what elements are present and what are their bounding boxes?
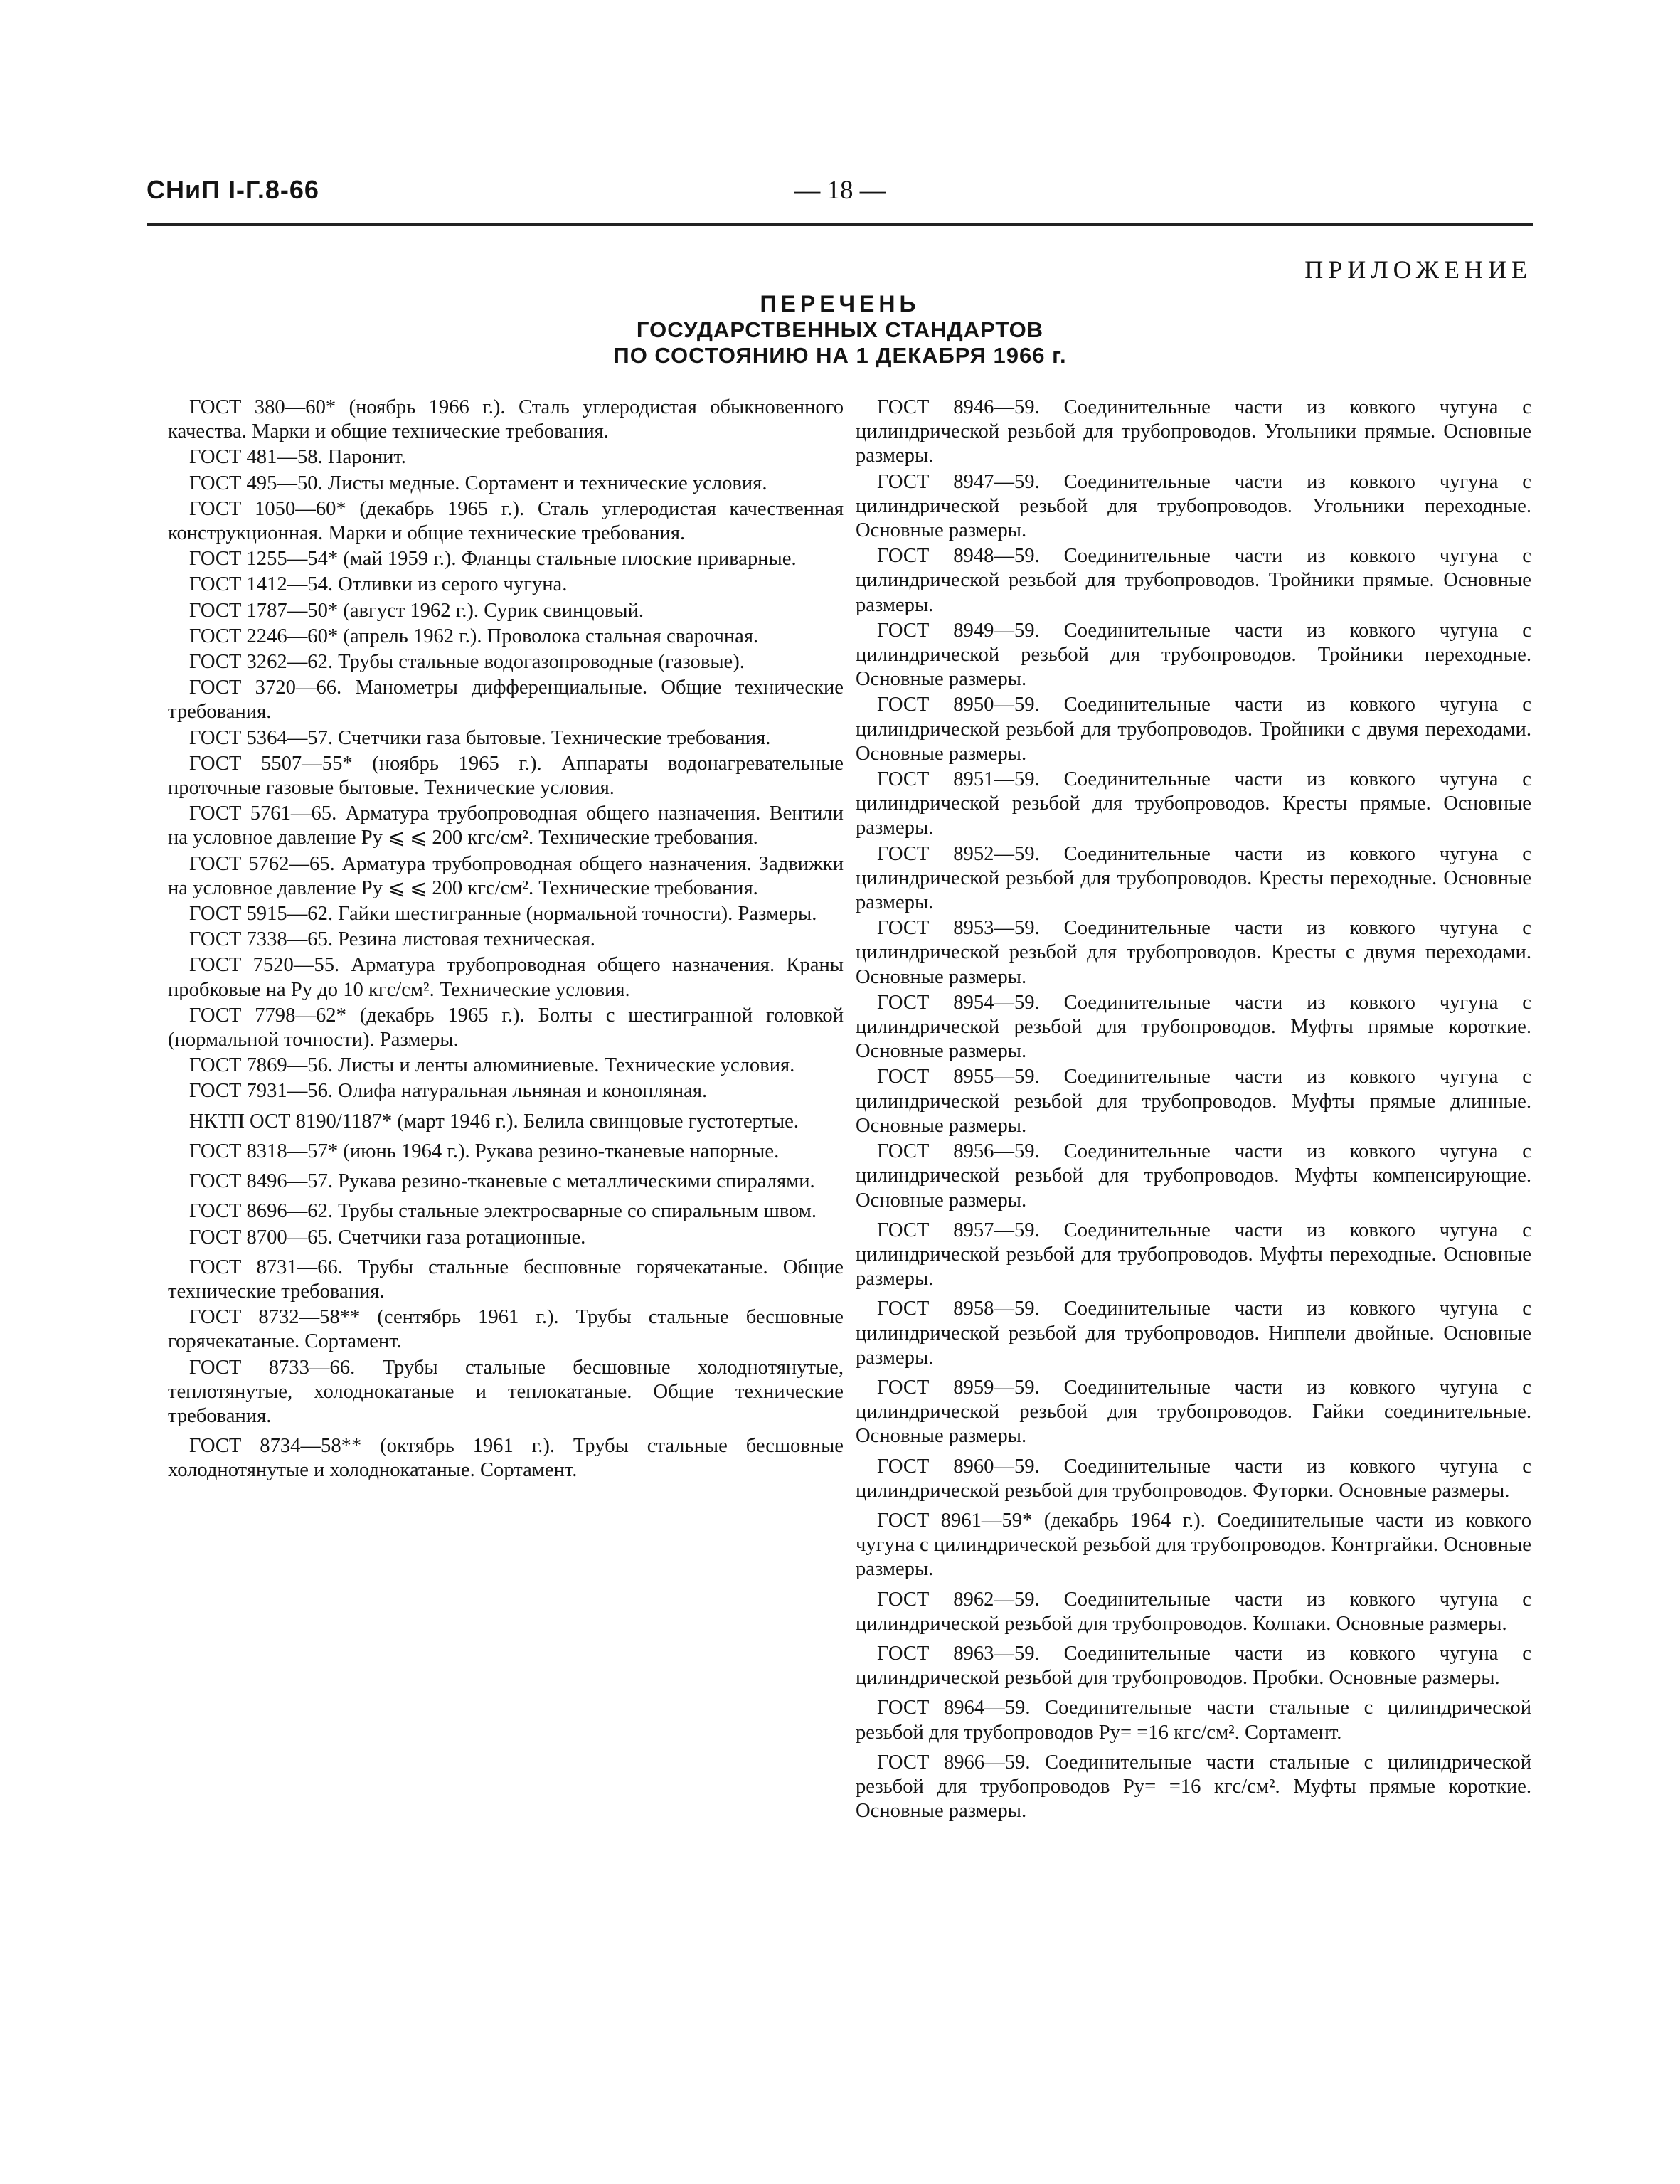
standard-entry: ГОСТ 1255—54* (май 1959 г.). Фланцы стальные плоские приварные. xyxy=(189,548,797,571)
standard-entry: ГОСТ 5761—65. Арматура трубопроводная общего назначения. Вентили на условное давление Pу ⩽ ⩽ 200 кгс/см². Технические требования. xyxy=(168,802,844,849)
standard-entry: ГОСТ 8318—57* (июнь 1964 г.). Рукава резино-тканевые напорные. xyxy=(189,1140,780,1162)
standard-entry: ГОСТ 7931—56. Олифа натуральная льняная и конопляная. xyxy=(189,1080,708,1103)
standard-entry: ГОСТ 5364—57. Счетчики газа бытовые. Технические требования. xyxy=(189,726,771,749)
title-line-3: ПО СОСТОЯНИЮ НА 1 ДЕКАБРЯ 1966 г. xyxy=(613,343,1067,368)
standard-entry: ГОСТ 5915—62. Гайки шестигранные (нормальной точности). Размеры. xyxy=(189,903,817,926)
appendix-label: ПРИЛОЖЕНИЕ xyxy=(1304,255,1532,284)
standard-entry: ГОСТ 3720—66. Манометры дифференциальные. Общие технические требования. xyxy=(168,677,844,723)
standard-entry: ГОСТ 8961—59* (декабрь 1964 г.). Соединительные части из ковкого чугуна с цилиндрической резьбой для трубопроводов. Контргайки. Основные размеры. xyxy=(856,1509,1531,1581)
standard-entry: ГОСТ 495—50. Листы медные. Сортамент и технические условия. xyxy=(189,472,767,494)
standard-entry: ГОСТ 8963—59. Соединительные части из ковкого чугуна с цилиндрической резьбой для трубопроводов. Пробки. Основные размеры. xyxy=(856,1642,1531,1690)
standard-entry: ГОСТ 8947—59. Соединительные части из ковкого чугуна с цилиндрической резьбой для трубопроводов. Угольники переходные. Основные размеры. xyxy=(856,470,1531,542)
title-line-1: ПЕРЕЧЕНЬ xyxy=(760,291,920,317)
standard-entry: ГОСТ 8954—59. Соединительные части из ковкого чугуна с цилиндрической резьбой для трубопроводов. Муфты прямые короткие. Основные размеры. xyxy=(856,991,1531,1063)
page-header xyxy=(147,175,1533,218)
standard-entry: ГОСТ 8957—59. Соединительные части из ковкого чугуна с цилиндрической резьбой для трубопроводов. Муфты переходные. Основные размеры. xyxy=(856,1219,1531,1290)
standard-entry: ГОСТ 8950—59. Соединительные части из ковкого чугуна с цилиндрической резьбой для трубопроводов. Тройники с двумя переходами. Основные размеры. xyxy=(856,694,1531,765)
standard-entry: ГОСТ 8959—59. Соединительные части из ковкого чугуна с цилиндрической резьбой для трубопроводов. Гайки соединительные. Основные размеры. xyxy=(856,1376,1531,1448)
standard-entry: ГОСТ 8952—59. Соединительные части из ковкого чугуна с цилиндрической резьбой для трубопроводов. Кресты переходные. Основные размеры. xyxy=(856,842,1531,914)
standard-entry: ГОСТ 380—60* (ноябрь 1966 г.). Сталь углеродистая обыкновенного качества. Марки и общие технические требования. xyxy=(168,396,844,443)
standard-entry: ГОСТ 8951—59. Соединительные части из ковкого чугуна с цилиндрической резьбой для трубопроводов. Кресты прямые. Основные размеры. xyxy=(856,768,1531,839)
page-title xyxy=(147,290,1533,369)
standard-entry: ГОСТ 8949—59. Соединительные части из ковкого чугуна с цилиндрической резьбой для трубопроводов. Тройники переходные. Основные размеры. xyxy=(856,619,1531,691)
standard-entry: ГОСТ 8946—59. Соединительные части из ковкого чугуна с цилиндрической резьбой для трубопроводов. Угольники прямые. Основные размеры. xyxy=(856,396,1531,467)
standard-entry: ГОСТ 8960—59. Соединительные части из ковкого чугуна с цилиндрической резьбой для трубопроводов. Футорки. Основные размеры. xyxy=(856,1455,1531,1502)
standard-entry: НКТП ОСТ 8190/1187* (март 1946 г.). Белила свинцовые густотертые. xyxy=(189,1110,799,1133)
standard-entry: ГОСТ 1412—54. Отливки из серого чугуна. xyxy=(189,573,568,596)
standard-entry: ГОСТ 8731—66. Трубы стальные бесшовные горячекатаные. Общие технические требования. xyxy=(168,1256,844,1303)
title-line-2: ГОСУДАРСТВЕННЫХ СТАНДАРТОВ xyxy=(636,317,1044,342)
standard-entry: ГОСТ 8958—59. Соединительные части из ковкого чугуна с цилиндрической резьбой для трубопроводов. Ниппели двойные. Основные размеры. xyxy=(856,1298,1531,1369)
document-code: СНиП I-Г.8-66 xyxy=(147,175,319,204)
standard-entry: ГОСТ 1787—50* (август 1962 г.). Сурик свинцовый. xyxy=(189,599,644,622)
standard-entry: ГОСТ 8734—58** (октябрь 1961 г.). Трубы стальные бесшовные холоднотянутые и холоднокатаные. Сортамент. xyxy=(168,1435,844,1482)
standard-entry: ГОСТ 481—58. Паронит. xyxy=(189,446,406,469)
standard-entry: ГОСТ 3262—62. Трубы стальные водогазопроводные (газовые). xyxy=(189,651,745,674)
left-column xyxy=(168,396,844,1485)
page-number: — 18 — xyxy=(794,176,886,205)
standard-entry: ГОСТ 8955—59. Соединительные части из ковкого чугуна с цилиндрической резьбой для трубопроводов. Муфты прямые длинные. Основные размеры. xyxy=(856,1066,1531,1137)
standard-entry: ГОСТ 5762—65. Арматура трубопроводная общего назначения. Задвижки на условное давление Pу ⩽ ⩽ 200 кгс/см². Технические требования. xyxy=(168,852,844,899)
standard-entry: ГОСТ 7338—65. Резина листовая техническая. xyxy=(189,928,595,951)
right-column xyxy=(856,396,1531,1825)
standard-entry: ГОСТ 8962—59. Соединительные части из ковкого чугуна с цилиндрической резьбой для трубопроводов. Колпаки. Основные размеры. xyxy=(856,1588,1531,1635)
standard-entry: ГОСТ 8700—65. Счетчики газа ротационные. xyxy=(189,1226,586,1249)
standard-entry: ГОСТ 7520—55. Арматура трубопроводная общего назначения. Краны пробковые на Pу до 10 кгс/см². Технические условия. xyxy=(168,954,844,1001)
standard-entry: ГОСТ 8496—57. Рукава резино-тканевые с металлическими спиралями. xyxy=(189,1170,815,1193)
standard-entry: ГОСТ 5507—55* (ноябрь 1965 г.). Аппараты водонагревательные проточные газовые бытовые. Технические условия. xyxy=(168,752,844,800)
standard-entry: ГОСТ 8696—62. Трубы стальные электросварные со спиральным швом. xyxy=(189,1200,817,1223)
standard-entry: ГОСТ 7798—62* (декабрь 1965 г.). Болты с шестигранной головкой (нормальной точности). Размеры. xyxy=(168,1004,844,1051)
header-rule xyxy=(147,223,1533,226)
standard-entry: ГОСТ 8948—59. Соединительные части из ковкого чугуна с цилиндрической резьбой для трубопроводов. Тройники прямые. Основные размеры. xyxy=(856,545,1531,616)
standard-entry: ГОСТ 8732—58** (сентябрь 1961 г.). Трубы стальные бесшовные горячекатаные. Сортамент. xyxy=(168,1306,844,1353)
standard-entry: ГОСТ 7869—56. Листы и ленты алюминиевые. Технические условия. xyxy=(189,1054,795,1077)
standard-entry: ГОСТ 8953—59. Соединительные части из ковкого чугуна с цилиндрической резьбой для трубопроводов. Кресты с двумя переходами. Основные размеры. xyxy=(856,917,1531,988)
standard-entry: ГОСТ 8966—59. Соединительные части стальные с цилиндрической резьбой для трубопроводов Pу= =16 кгс/см². Муфты прямые короткие. Основные размеры. xyxy=(856,1751,1531,1823)
standard-entry: ГОСТ 2246—60* (апрель 1962 г.). Проволока стальная сварочная. xyxy=(189,625,759,647)
standard-entry: ГОСТ 1050—60* (декабрь 1965 г.). Сталь углеродистая качественная конструкционная. Марки и общие технические требования. xyxy=(168,497,844,545)
standard-entry: ГОСТ 8733—66. Трубы стальные бесшовные холоднотянутые, теплотянутые, холоднокатаные и теплокатаные. Общие технические требования. xyxy=(168,1356,844,1427)
standard-entry: ГОСТ 8964—59. Соединительные части стальные с цилиндрической резьбой для трубопроводов Pу= =16 кгс/см². Сортамент. xyxy=(856,1697,1531,1744)
standard-entry: ГОСТ 8956—59. Соединительные части из ковкого чугуна с цилиндрической резьбой для трубопроводов. Муфты компенсирующие. Основные размеры. xyxy=(856,1140,1531,1212)
